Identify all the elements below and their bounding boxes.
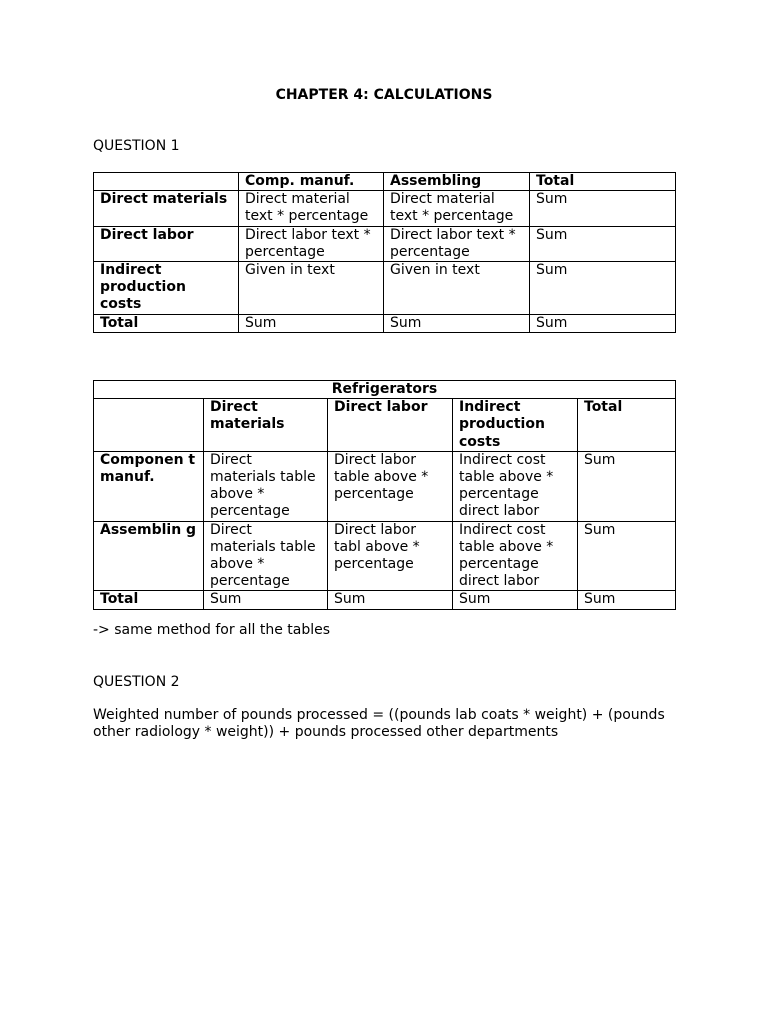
row-label: Indirect production costs bbox=[94, 262, 239, 315]
row-label: Direct materials bbox=[94, 191, 239, 226]
table-header-cell: Comp. manuf. bbox=[239, 173, 384, 191]
table-header-cell bbox=[94, 399, 204, 452]
table-row bbox=[94, 451, 676, 521]
table-cell: Given in text bbox=[384, 262, 530, 315]
question-2-heading: QUESTION 2 bbox=[93, 674, 180, 690]
table-cell: Sum bbox=[384, 314, 530, 332]
refrigerators-table bbox=[93, 380, 676, 610]
table-cell: Indirect cost table above * percentage direct labor bbox=[453, 451, 578, 521]
table-cell: Given in text bbox=[239, 262, 384, 315]
table-cell: Direct material text * percentage bbox=[384, 191, 530, 226]
table-cell: Sum bbox=[453, 591, 578, 609]
table-cell: Sum bbox=[530, 191, 676, 226]
table-header-cell: Direct labor bbox=[328, 399, 453, 452]
table-row bbox=[94, 262, 676, 315]
row-label: Componen t manuf. bbox=[94, 451, 204, 521]
table-cell: Sum bbox=[328, 591, 453, 609]
table-header-cell: Total bbox=[578, 399, 676, 452]
table-cell: Direct labor table above * percentage bbox=[328, 451, 453, 521]
question-2-text: Weighted number of pounds processed = ((pounds lab coats * weight) + (pounds other radiology * weight)) + pounds processed other departments bbox=[93, 707, 665, 740]
table-cell: Direct labor text * percentage bbox=[384, 226, 530, 261]
table-total-row bbox=[94, 314, 676, 332]
table-header-cell: Total bbox=[530, 173, 676, 191]
table-cell: Sum bbox=[578, 591, 676, 609]
table-row bbox=[94, 191, 676, 226]
table-cell: Sum bbox=[578, 451, 676, 521]
table-cell: Sum bbox=[239, 314, 384, 332]
table-cell: Sum bbox=[530, 226, 676, 261]
table-row bbox=[94, 521, 676, 591]
cost-allocation-table bbox=[93, 172, 676, 333]
row-label: Direct labor bbox=[94, 226, 239, 261]
table-header-row bbox=[94, 173, 676, 191]
table-caption: Refrigerators bbox=[94, 381, 676, 399]
table-cell: Sum bbox=[578, 521, 676, 591]
table-row bbox=[94, 226, 676, 261]
row-label: Assemblin g bbox=[94, 521, 204, 591]
table-header-cell: Direct materials bbox=[204, 399, 328, 452]
table-cell: Direct material text * percentage bbox=[239, 191, 384, 226]
table-header-cell: Assembling bbox=[384, 173, 530, 191]
table-cell: Direct materials table above * percentage bbox=[204, 451, 328, 521]
row-label: Total bbox=[94, 314, 239, 332]
table-cell: Direct labor tabl above * percentage bbox=[328, 521, 453, 591]
table-total-row bbox=[94, 591, 676, 609]
table-cell: Sum bbox=[530, 314, 676, 332]
table-cell: Sum bbox=[204, 591, 328, 609]
table-cell: Sum bbox=[530, 262, 676, 315]
row-label: Total bbox=[94, 591, 204, 609]
table-header-cell bbox=[94, 173, 239, 191]
table-header-cell: Indirect production costs bbox=[453, 399, 578, 452]
table-caption-row bbox=[94, 381, 676, 399]
table-cell: Direct materials table above * percentage bbox=[204, 521, 328, 591]
table-cell: Direct labor text * percentage bbox=[239, 226, 384, 261]
page-title: CHAPTER 4: CALCULATIONS bbox=[275, 87, 493, 103]
table-cell: Indirect cost table above * percentage direct labor bbox=[453, 521, 578, 591]
method-note: -> same method for all the tables bbox=[93, 622, 331, 638]
table-header-row bbox=[94, 399, 676, 452]
question-1-heading: QUESTION 1 bbox=[93, 138, 180, 154]
